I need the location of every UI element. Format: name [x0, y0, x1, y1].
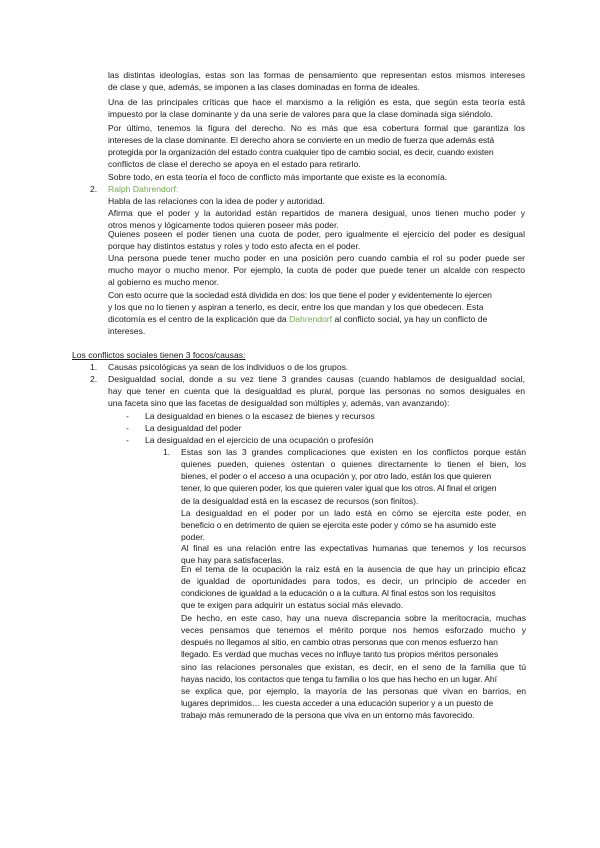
text-line: Una de las principales críticas que hace el marxismo a la religión es esta, que según esta teoría está — [108, 97, 525, 107]
list-number: 1. — [90, 362, 98, 372]
meritocracy-paragraph — [181, 612, 526, 721]
text-line — [108, 313, 525, 325]
text-fragment: al conflicto social, ya hay un conflicto de — [332, 314, 488, 325]
dahrendorf-relations-paragraph — [108, 195, 525, 207]
occupation-paragraph — [181, 563, 526, 612]
text-line: al gobierno es mucho menor. — [108, 277, 219, 288]
marxism-law-paragraph — [108, 122, 525, 171]
text-line: Con esto ocurre que la sociedad está dividida en dos: los que tiene el poder y evidentemente lo ejercen — [108, 290, 492, 300]
text-line: Al final es una relación entre las expectativas humanas que tenemos y los recursos — [181, 543, 526, 553]
text-line: Desigualdad social, donde a su vez tiene 3 grandes causas (cuando hablamos de desigualdad social, — [108, 374, 525, 384]
text-fragment: dicotomía es el centro de la explicación que da — [108, 314, 290, 325]
text-line: Una persona puede tener mucho poder en una posición pero cuando cambia el rol su poder puede ser — [108, 253, 525, 263]
author-heading-dahrendorf: Ralph Dahrendorf: — [108, 184, 179, 194]
list-number: 1. — [163, 447, 171, 457]
text-line: La desigualdad en el poder por un lado está en cómo se ejercita este poder, en — [181, 508, 526, 518]
dash-bullet: - — [126, 411, 129, 421]
subcause-power: La desigualdad del poder — [145, 423, 242, 433]
text-line: mucho mayor o mucho menor. Por ejemplo, la cuota de poder que puede tener un alcalde con respecto — [108, 265, 525, 276]
author-name-dahrendorf: Dahrendorf — [289, 314, 333, 325]
text-line: veces pensamos que tenemos el mérito porque nos hemos esforzado mucho y — [181, 625, 526, 636]
dash-bullet: - — [126, 435, 129, 445]
text-line: intereses. — [108, 326, 146, 337]
dahrendorf-dichotomy-paragraph — [108, 289, 525, 338]
text-line: Quienes poseen el poder tienen una cuota de poder, pero igualmente el ejercicio del poder es desigual — [108, 229, 525, 239]
text-line: de la desigualdad está en la escasez de recursos (son finitos). — [181, 495, 419, 506]
text-line: una faceta sino que las facetas de desigualdad son múltiples y, además, van avanzando): — [108, 398, 450, 409]
text-line: otros menos y lógicamente todos quieren poseer más poder. — [108, 220, 339, 231]
text-line: poder. — [181, 532, 205, 543]
text-line: hayas nacido, los contactos que tenga tu familia o los que has hecho en un lugar. Ahí — [181, 673, 497, 684]
text-line: llegado. Es verdad que muchas veces no influye tanto tus propios méritos personales — [181, 649, 499, 660]
text-line: trabajo más remunerado de la persona que viva en un entorno más favorecido. — [181, 710, 475, 721]
text-line: tener, lo que quieren poder, los que quieren valer igual que los otros. Al final el origen — [181, 483, 497, 494]
marxism-economy-paragraph — [108, 171, 525, 183]
section-heading-conflictos: Los conflictos sociales tienen 3 focos/causas: — [72, 350, 246, 360]
text-line: Por último, tenemos la figura del derecho. No es más que esa cobertura formal que garantiza los — [108, 123, 525, 133]
dahrendorf-quota-paragraph — [108, 228, 525, 252]
subcause-occupation: La desigualdad en el ejercicio de una ocupación o profesión — [145, 435, 374, 445]
text-line: De hecho, en este caso, hay una nueva discrepancia sobre la meritocracia, muchas — [181, 613, 526, 623]
text-line: de igualdad de oportunidades para todos, es decir, un principio de acceder en — [181, 576, 526, 587]
subcause-goods: La desigualdad en bienes o la escasez de bienes y recursos — [145, 411, 375, 421]
marxism-religion-paragraph — [108, 96, 525, 120]
text-line: hay que tener en cuenta que la desigualdad es plural, porque las personas no somos desiguales en — [108, 386, 525, 397]
text-line: protegida por la organización del estado contra cualquier tipo de cambio social, es decir, cuando existen — [108, 147, 494, 158]
text-line: bienes, el poder o el acceso a una ocupación y, por otro lado, están los que quieren — [181, 471, 492, 482]
dash-bullet: - — [126, 423, 129, 433]
list-number: 2. — [90, 184, 98, 194]
cause-social-inequality — [108, 373, 525, 409]
text-line: impuesto por la clase dominante y da una serie de valores para que la clase dominada siga siéndolo. — [108, 109, 494, 120]
dahrendorf-role-paragraph — [108, 252, 525, 288]
text-line: En el tema de la ocupación la raíz está en la ausencia de que hay un principio eficaz — [181, 564, 526, 574]
text-line: Estas son las 3 grandes complicaciones que existen en los conflictos porque están — [181, 447, 526, 457]
text-line: sino las relaciones personales que existan, es decir, en el seno de la familia que tú — [181, 661, 526, 672]
text-line: Habla de las relaciones con la idea de poder y autoridad. — [108, 196, 325, 206]
text-line: que hay para satisfacerlas. — [181, 555, 284, 566]
complications-paragraph — [181, 446, 526, 507]
text-line: y los que no lo tienen y aspiran a tenerlo, es decir, entre los que mandan y los que obedecen. Esta — [108, 302, 484, 313]
power-inequality-paragraph — [181, 507, 526, 543]
text-line: se explica que, por ejemplo, la mayoría de las personas que vivan en barrios, en — [181, 685, 526, 696]
text-line: intereses de la clase dominante. El derecho ahora se convierte en un medio de fuerza que además está — [108, 135, 495, 146]
text-line: condiciones de igualdad a la educación o a la cultura. Al final estos son los requisitos — [181, 588, 496, 599]
text-line: de clase y que, además, se imponen a las clases dominadas en forma de ideales. — [108, 82, 420, 93]
text-line: que te exigen para adquirir un estatus social más elevado. — [181, 600, 404, 611]
text-line: después no llegamos al sitio, en cambio otras personas que con menos esfuerzo han — [181, 637, 498, 648]
text-line: conflictos de clase el derecho se apoya en el estado para retirarlo. — [108, 159, 361, 170]
list-number: 2. — [90, 374, 98, 384]
marxism-ideologies-paragraph — [108, 69, 525, 93]
text-line: lugares deprimidos… les cuesta acceder a una educación superior y a un puesto de — [181, 698, 494, 709]
text-line: quienes pueden, quienes ostentan o quienes directamente lo tienen el bien, los — [181, 459, 526, 470]
text-line: Afirma que el poder y la autoridad están repartidos de manera desigual, unos tienen mucho poder y — [108, 208, 525, 218]
text-line: las distintas ideologías, estas son las formas de pensamiento que representan estos mismos intereses — [108, 70, 525, 80]
text-line: Sobre todo, en esta teoría el foco de conflicto más importante que existe es la economía. — [108, 172, 448, 182]
text-line: porque hay distintos estatus y roles y todo esto afecta en el poder. — [108, 241, 361, 252]
cause-psychological: Causas psicológicas ya sean de los individuos o de los grupos. — [108, 362, 349, 372]
text-line: beneficio o en detrimento de quien se ejercita este poder y cómo se ha asumido este — [181, 520, 497, 531]
